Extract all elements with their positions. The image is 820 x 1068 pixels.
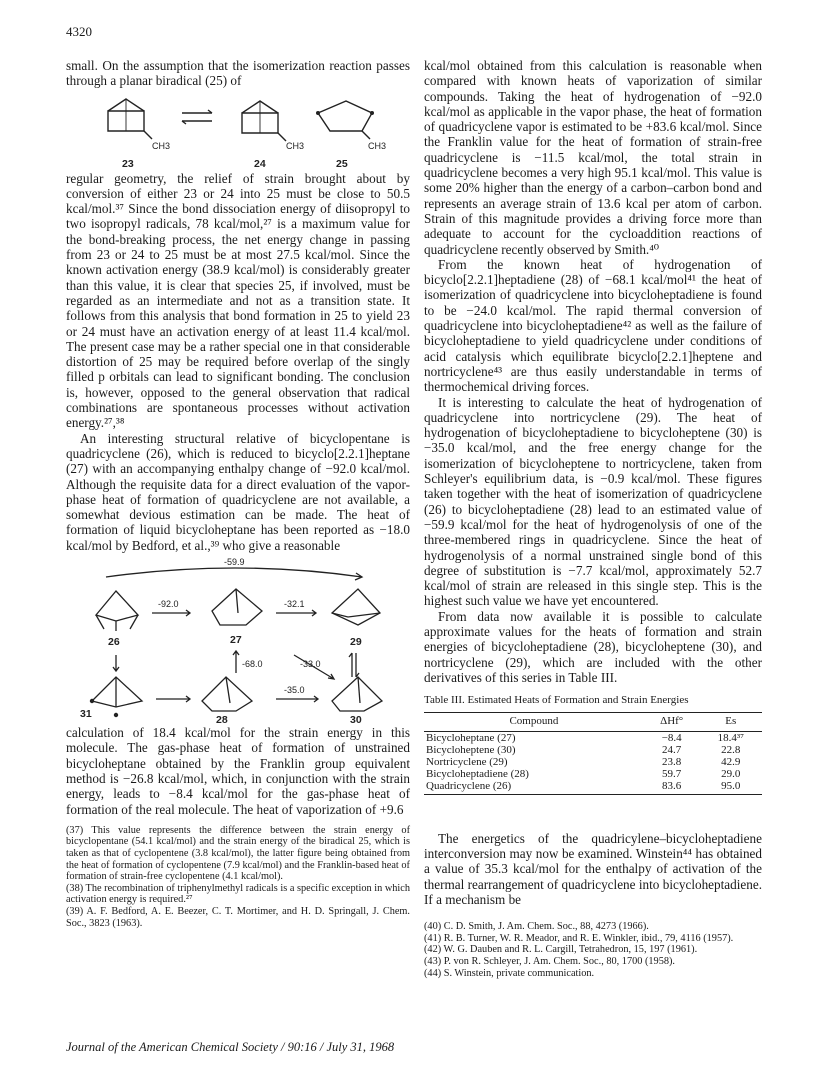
- table-cell: Bicycloheptane (27): [426, 731, 516, 744]
- table-cell: 23.8: [662, 755, 682, 768]
- table-cell: 24.7: [662, 743, 682, 756]
- table-cell: −8.4: [661, 731, 682, 744]
- label-26: 26: [108, 636, 120, 649]
- label-28-29: -33.0: [300, 659, 321, 670]
- footnote-37: (37) This value represents the difference between the strain energy of bicyclopentane (54.1 kcal/mol) and the strain energy of the biradical 25, which is taken as that of cyclopentene (3.8 kcal/mol), the latter figure being obtained from the heat of formation of cyclopentene (7.9 kcal/mol) and the Franklin-based heat of formation of strain-free cyclopentene (4.1 kcal/mol).: [66, 824, 410, 883]
- table-row: [424, 780, 762, 795]
- table-cell: 42.9: [721, 755, 741, 768]
- label-27-29: -32.1: [284, 599, 305, 610]
- ch3-label-25: CH3: [368, 140, 387, 151]
- reference-40: (40) C. D. Smith, J. Am. Chem. Soc., 88, 4273 (1966).: [424, 921, 649, 933]
- footnote-39: (39) A. F. Bedford, A. E. Beezer, C. T. Mortimer, and H. D. Springall, J. Chem. Soc., 3823 (1963).: [66, 905, 410, 929]
- table-header-compound: Compound: [424, 713, 644, 731]
- ch3-label-23: CH3: [152, 140, 171, 151]
- label-28-27: -68.0: [242, 659, 263, 670]
- table-row: [424, 768, 762, 780]
- right-references: [424, 921, 762, 979]
- ch3-label-24: CH3: [286, 140, 305, 151]
- right-paragraph-3: It is interesting to calculate the heat of hydrogenation of quadricyclene into nortricyclene (29). The heat of hydrogenation of bicycloheptadiene to bicycloheptene (30) is −35.0 kcal/mol, and the free energy change for the isomerization of bicycloheptene to nortricyclene, taken from Schleyer's equilibrium data, is −0.9 kcal/mol. These figures taken together with the heat of isomerization of quadricyclene (26) to bicycloheptadiene (28) lead to an estimated value of −59.9 kcal/mol for the heat of hydrogenolysis of one of the three-membered rings in quadricyclene. Since the heat of hydrogenolysis of a normal unstrained single bond of this degree of substitution is −7.7 kcal/mol, approximately 52.7 kcal/mol of strain are released in this single step. This is the highest such value we have yet encountered.: [424, 394, 762, 609]
- table-row: [424, 731, 762, 744]
- label-23: 23: [122, 157, 134, 169]
- right-paragraph-2: From the known heat of hydrogenation of bicyclo[2.2.1]heptadiene (28) of −68.1 kcal/mol⁴¹ the heat of isomerization of quadricyclene into bicycloheptadiene is found to be −24.0 kcal/mol. The rapid thermal conversion of quadricyclene into bicycloheptadiene⁴² as well as the failure of bicycloheptadiene to yield quadricyclene under conditions of acid catalysis which equilibrate bicyclo[2.2.1]heptene and nortricyclene⁴³ are thus easily understandable in terms of thermochemical driving forces.: [424, 256, 762, 395]
- table-header-dhf: ΔHf°: [644, 713, 700, 731]
- reference-44: (44) S. Winstein, private communication.: [424, 967, 595, 979]
- table-cell: 22.8: [721, 743, 741, 756]
- table-cell: 83.6: [644, 780, 700, 795]
- scheme-hydrogenation: [66, 555, 410, 723]
- left-footnotes: [66, 825, 410, 929]
- label-28-30: -35.0: [284, 685, 305, 696]
- scheme-23-24-25: [66, 91, 410, 169]
- left-paragraph-2: regular geometry, the relief of strain brought about by conversion of either 23 or 24 into 25 must be close to 50.5 kcal/mol.³⁷ Since the bond dissociation energy of diisopropyl to two isopropyl radicals, 78 kcal/mol,²⁷ is a maximum value for the bond-breaking process, the net energy change in passing from 23 or 24 to 25 must be at most 27.5 kcal/mol. Since the known activation energy (38.9 kcal/mol) is considerably greater than this value, it is clear that species 25, if involved, must be regarded as an intermediate and not as a transition state. It follows from this analysis that bond formation in 25 to yield 23 or 24 must have an activation energy of at least 11.4 kcal/mol. The present case may be a rather special one in that considerable distortion of 25 may be required before overlap of the singly filled p orbitals can lead to significant bonding. The conclusion is, however, opposed to the general observation that radical combinations are spontaneous processes without activation energy.²⁷,³⁸: [66, 170, 410, 431]
- reference-43: (43) P. von R. Schleyer, J. Am. Chem. Soc., 80, 1700 (1958).: [424, 956, 675, 968]
- reference-41: (41) R. B. Turner, W. R. Meador, and R. E. Winkler, ibid., 79, 4116 (1957).: [424, 932, 734, 944]
- right-paragraph-4: From data now available it is possible to calculate approximate values for the heats of formation and strain energies of bicycloheptadiene (28), bicycloheptene (30), and nortricyclene (29), which are included with the other derivatives of this series in Table III.: [424, 608, 762, 685]
- reference-42: (42) W. G. Dauben and R. L. Cargill, Tetrahedron, 15, 197 (1961).: [424, 944, 698, 956]
- table-cell: Bicycloheptadiene (28): [426, 767, 529, 780]
- table-cell: 59.7: [662, 767, 682, 780]
- label-top-arrow: -59.9: [224, 557, 245, 568]
- table-row: [424, 756, 762, 768]
- label-29: 29: [350, 636, 362, 649]
- table-cell: Bicycloheptene (30): [426, 743, 516, 756]
- left-column: [66, 58, 410, 929]
- table-cell: Nortricyclene (29): [426, 755, 508, 768]
- label-28: 28: [216, 714, 228, 724]
- label-27: 27: [230, 634, 242, 647]
- label-25: 25: [336, 157, 348, 169]
- label-30: 30: [350, 714, 362, 724]
- label-26-27: -92.0: [158, 599, 179, 610]
- label-24: 24: [254, 157, 266, 169]
- table-row: [424, 744, 762, 756]
- table-header-es: Es: [700, 713, 762, 731]
- table-cell: 29.0: [721, 767, 741, 780]
- table-iii: [424, 712, 762, 794]
- table-caption: Table III. Estimated Heats of Formation and Strain Energies: [424, 694, 689, 707]
- page-number: 4320: [66, 24, 92, 39]
- table-cell: Quadricyclene (26): [424, 780, 644, 795]
- right-column: [424, 58, 762, 979]
- right-paragraph-1: kcal/mol obtained from this calculation is reasonable when compared with known heats of vaporization of similar compounds. Taking the heat of hydrogenation of −92.0 kcal/mol as applicable in the vapor phase, the heat of formation of quadricyclene vapor is estimated to be +83.6 kcal/mol. Since the Franklin value for the heat of formation of strain-free quadricyclene is −11.5 kcal/mol, the total strain in quadricyclene becomes a very high 95.1 kcal/mol. This value is some 20% higher than the energy of a carbon–carbon bond and represents an average strain of 13.6 kcal per atom of carbon. Strain of this magnitude provides a driving force more than adequate to account for the cycloaddition reactions of quadricyclene recently observed by Smith.⁴⁰: [424, 58, 762, 257]
- table-cell: 18.4³⁷: [717, 731, 744, 744]
- left-paragraph-1: small. On the assumption that the isomerization reaction passes through a planar biradical (25) of: [66, 58, 410, 89]
- table-header-row: [424, 713, 762, 731]
- journal-footer: Journal of the American Chemical Society / 90:16 / July 31, 1968: [66, 1040, 395, 1054]
- left-paragraph-4: calculation of 18.4 kcal/mol for the strain energy in this molecule. The gas-phase heat of formation of unstrained bicycloheptane obtained by the Franklin group equivalent method is −26.8 kcal/mol, which, in conjunction with the strain energy, leads to −8.4 kcal/mol for the gas-phase heat of formation of the real molecule. The heat of vaporization of +9.6: [66, 725, 410, 817]
- left-paragraph-3: An interesting structural relative of bicyclopentane is quadricyclene (26), which is reduced to bicyclo[2.2.1]heptane (27) with an accompanying enthalpy change of −92.0 kcal/mol. Although the requisite data for a direct evaluation of the vapor-phase heat of formation of quadricyclene are not available, a somewhat devious estimation can be made. The heat of formation of liquid bicycloheptane has been reported as −18.0 kcal/mol by Bedford, et al.,³⁹ who give a reasonable: [66, 430, 410, 553]
- right-paragraph-5: The energetics of the quadricylene–bicycloheptadiene interconversion may now be examined. Winstein⁴⁴ has obtained a value of 35.3 kcal/mol for the enthalpy of activation of the thermal rearrangement of quadricyclene into bicycloheptadiene. If a mechanism be: [424, 830, 762, 907]
- label-31: 31: [80, 708, 92, 721]
- table-cell: 95.0: [700, 780, 762, 795]
- footnote-38: (38) The recombination of triphenylmethyl radicals is a specific exception in which activation energy is required.²⁷: [66, 882, 410, 906]
